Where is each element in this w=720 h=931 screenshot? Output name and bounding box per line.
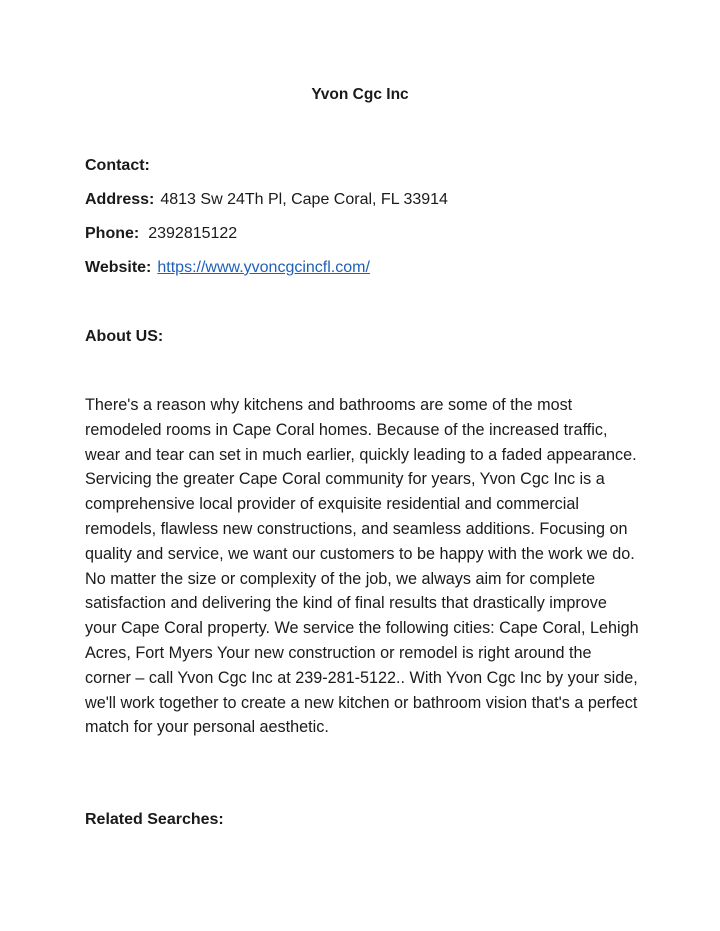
phone-row (85, 222, 645, 246)
website-label: Website: (85, 259, 152, 276)
address-value: 4813 Sw 24Th Pl, Cape Coral, FL 33914 (160, 191, 448, 208)
website-row (85, 256, 645, 280)
address-label: Address: (85, 191, 155, 208)
related-searches-heading: Related Searches: (85, 811, 224, 828)
website-link[interactable]: https://www.yvoncgcincfl.com/ (157, 259, 370, 276)
contact-heading: Contact: (85, 157, 150, 174)
about-heading: About US: (85, 328, 164, 345)
phone-label: Phone: (85, 225, 140, 242)
phone-value: 2392815122 (148, 225, 238, 242)
document-title: Yvon Cgc Inc (311, 86, 409, 103)
about-paragraph: There's a reason why kitchens and bathrooms are some of the most remodeled rooms in Cape Coral homes. Because of the increased traffic, wear and tear can set in much earlier, quickly leading to a faded appearance. Servicing the greater Cape Coral community for years, Yvon Cgc Inc is a comprehensive local provider of exquisite residential and commercial remodels, flawless new constructions, and seamless additions. Focusing on quality and service, we want our customers to be happy with the work we do. No matter the size or complexity of the job, we always aim for complete satisfaction and delivering the kind of final results that drastically improve your Cape Coral property. We service the following cities: Cape Coral, Lehigh Acres, Fort Myers Your new construction or remodel is right around the corner – call Yvon Cgc Inc at 239-281-5122.. With Yvon Cgc Inc by your side, we'll work together to create a new kitchen or bathroom vision that's a perfect match for your personal aesthetic. (85, 396, 639, 737)
address-row (85, 188, 645, 212)
